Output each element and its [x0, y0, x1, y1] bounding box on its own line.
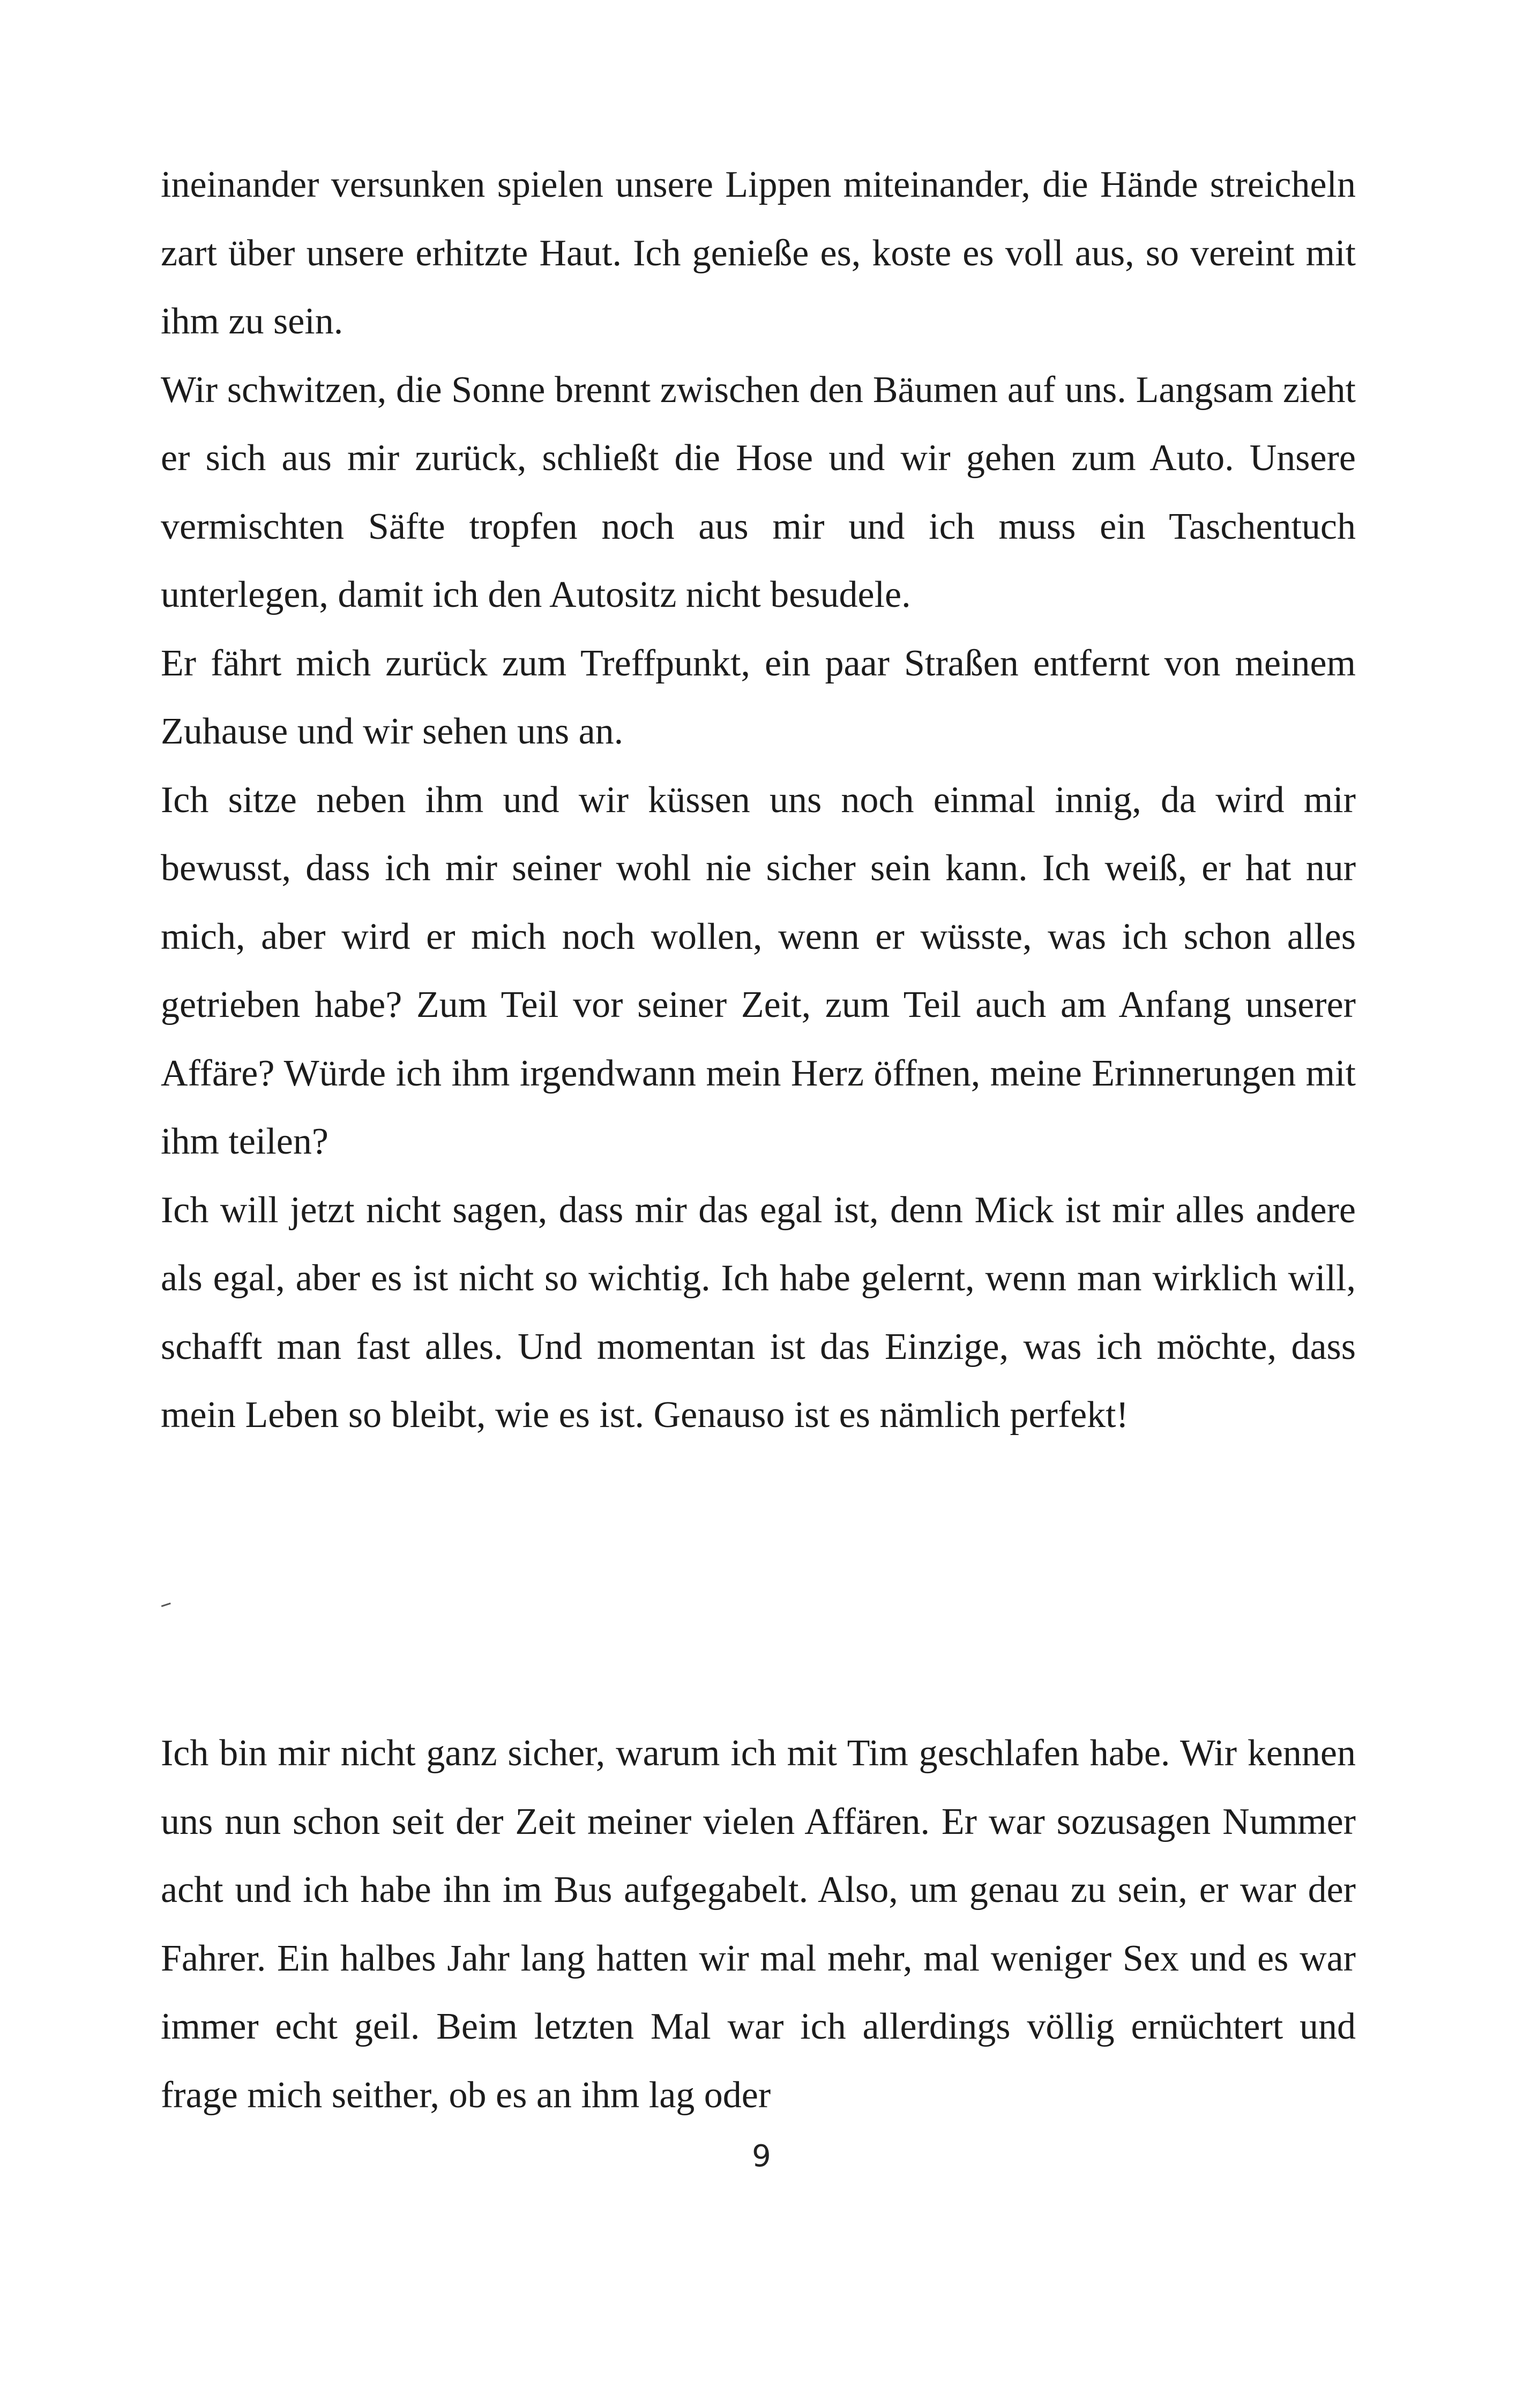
paragraph: Ich sitze neben ihm und wir küssen uns noch einmal innig, da wird mir bewusst, dass ich mir seiner wohl nie sicher sein kann. Ich weiß, er hat nur mich, aber wird er mich noch wollen, wenn er wüsste, was ich schon alles getrieben habe? Zum Teil vor seiner Zeit, zum Teil auch am Anfang unserer Affäre? Würde ich ihm irgendwann mein Herz öffnen, meine Erinnerungen mit ihm teilen?: [161, 779, 1356, 1162]
page-number: 9: [752, 2139, 771, 2174]
text-block-upper: [161, 151, 1356, 1450]
paragraph: Wir schwitzen, die Sonne brennt zwischen den Bäumen auf uns. Langsam zieht er sich aus mir zurück, schließt die Hose und wir gehen zum Auto. Unsere vermischten Säfte tropfen noch aus mir und ich muss ein Taschentuch unterlegen, damit ich den Autositz nicht besudele.: [161, 369, 1356, 615]
paragraph: Ich will jetzt nicht sagen, dass mir das egal ist, denn Mick ist mir alles andere als egal, aber es ist nicht so wichtig. Ich habe gelernt, wenn man wirklich will, schafft man fast alles. Und momentan ist das Einzige, was ich möchte, dass mein Leben so bleibt, wie es ist. Genauso ist es nämlich perfekt!: [161, 1189, 1356, 1436]
paragraph: Ich bin mir nicht ganz sicher, warum ich mit Tim geschlafen habe. Wir kennen uns nun schon seit der Zeit meiner vielen Affären. Er war sozusagen Nummer acht und ich habe ihn im Bus aufgegabelt. Also, um genau zu sein, er war der Fahrer. Ein halbes Jahr lang hatten wir mal mehr, mal weniger Sex und es war immer echt geil. Beim letzten Mal war ich allerdings völlig ernüchtert und frage mich seither, ob es an ihm lag oder: [161, 1733, 1356, 2116]
paragraph: Er fährt mich zurück zum Treffpunkt, ein paar Straßen entfernt von meinem Zuhause und wir sehen uns an.: [161, 642, 1356, 752]
text-block-lower: [161, 1719, 1356, 2129]
scene-break-mark: [161, 1602, 173, 1611]
paragraph: ineinander versunken spielen unsere Lippen miteinander, die Hände streicheln zart über unsere erhitzte Haut. Ich genieße es, koste es voll aus, so vereint mit ihm zu sein.: [161, 164, 1356, 342]
